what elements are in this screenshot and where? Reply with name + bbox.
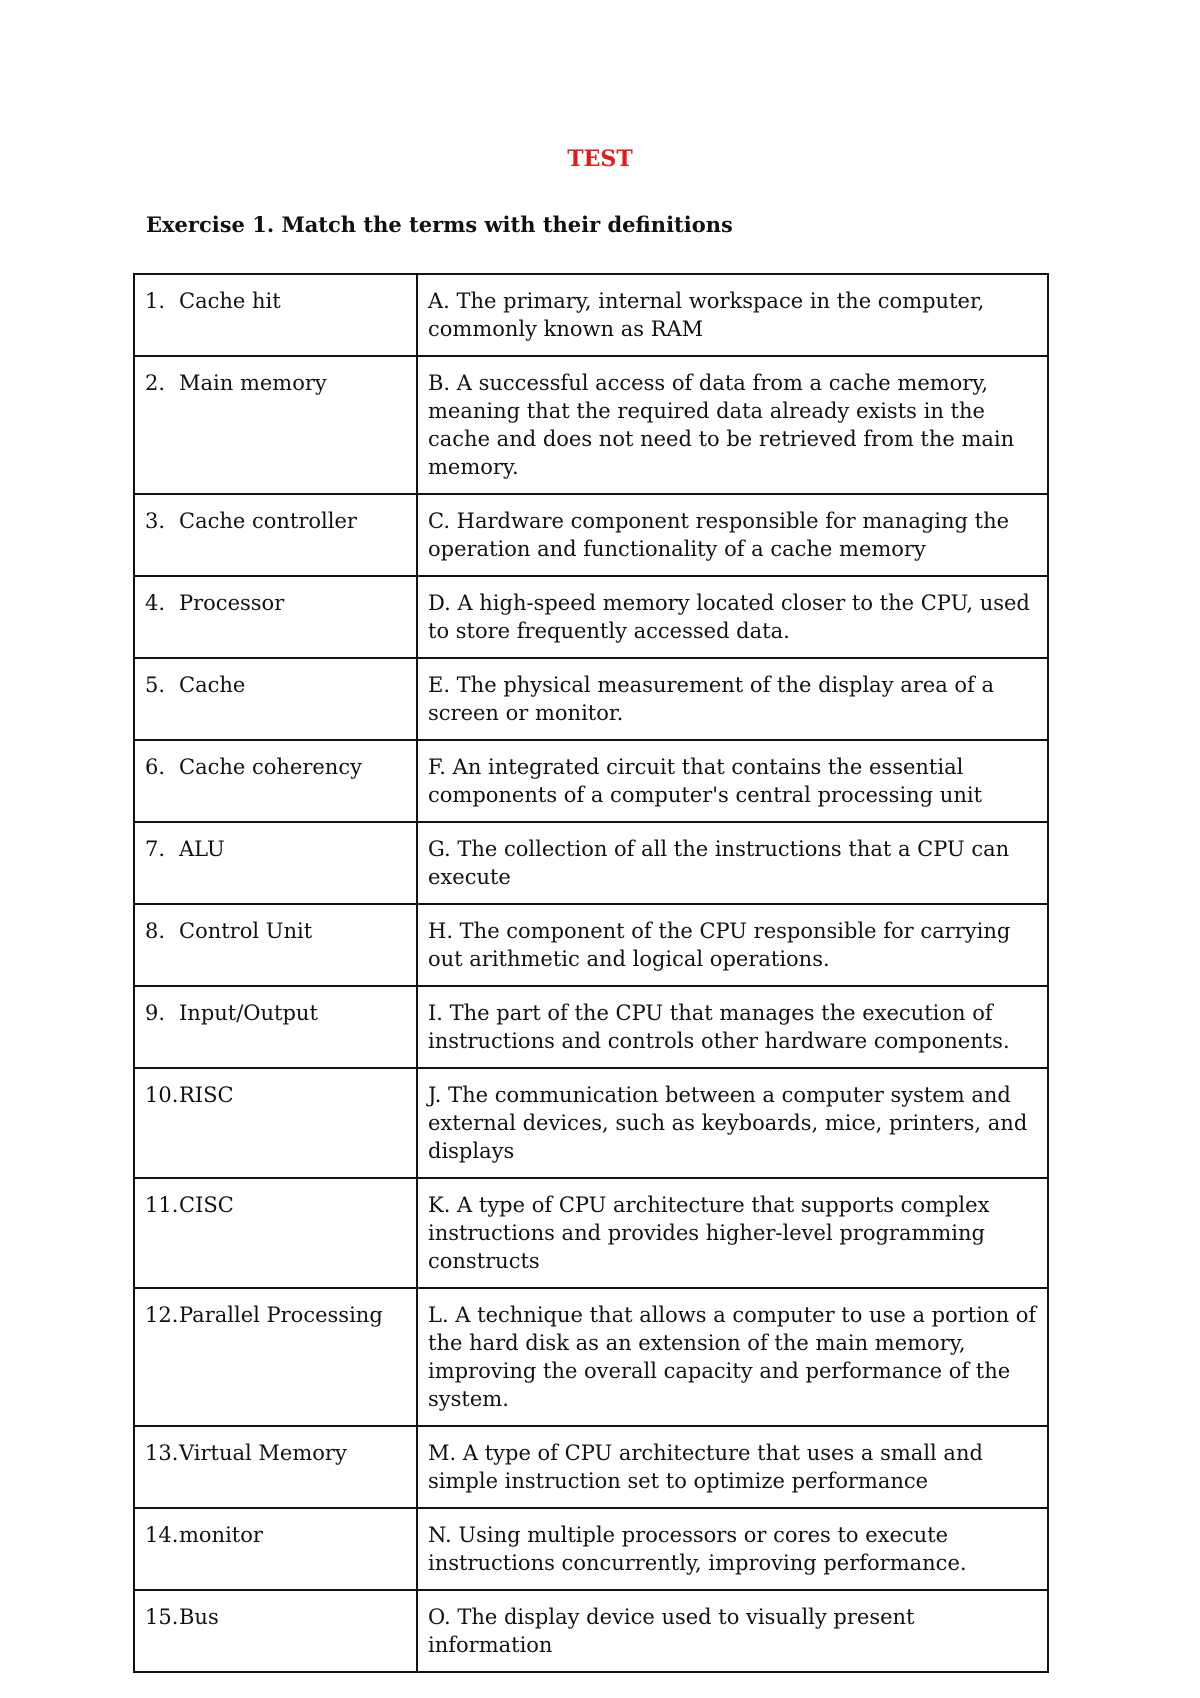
term-number: 13. [145, 1441, 179, 1465]
definition-cell: C. Hardware component responsible for managing the operation and functionality of a cache memory [417, 494, 1048, 576]
definition-cell: O. The display device used to visually present information [417, 1590, 1048, 1672]
table-row [134, 1508, 1048, 1590]
definition-cell: G. The collection of all the instructions that a CPU can execute [417, 822, 1048, 904]
term-label: Cache hit [179, 289, 281, 313]
definition-cell: B. A successful access of data from a cache memory, meaning that the required data already exists in the cache and does not need to be retrieved from the main memory. [417, 356, 1048, 494]
table-row [134, 494, 1048, 576]
definition-cell: I. The part of the CPU that manages the execution of instructions and controls other hardware components. [417, 986, 1048, 1068]
definition-cell: K. A type of CPU architecture that supports complex instructions and provides higher-level programming constructs [417, 1178, 1048, 1288]
term-number: 4. [145, 591, 166, 615]
term-label: Virtual Memory [179, 1441, 347, 1465]
term-number: 5. [145, 673, 166, 697]
table-row [134, 986, 1048, 1068]
term-label: Main memory [179, 371, 327, 395]
table-row [134, 1288, 1048, 1426]
term-number: 8. [145, 919, 166, 943]
term-number: 6. [145, 755, 166, 779]
term-label: RISC [179, 1083, 234, 1107]
term-label: CISC [179, 1193, 234, 1217]
table-row [134, 658, 1048, 740]
term-cell [134, 986, 417, 1068]
definition-cell: J. The communication between a computer system and external devices, such as keyboards, mice, printers, and displays [417, 1068, 1048, 1178]
table-row [134, 1590, 1048, 1672]
term-cell [134, 822, 417, 904]
definition-cell: A. The primary, internal workspace in the computer, commonly known as RAM [417, 274, 1048, 356]
term-label: Input/Output [179, 1001, 318, 1025]
definition-cell: N. Using multiple processors or cores to execute instructions concurrently, improving performance. [417, 1508, 1048, 1590]
term-number: 14. [145, 1523, 179, 1547]
table-row [134, 576, 1048, 658]
definition-cell: L. A technique that allows a computer to use a portion of the hard disk as an extension of the main memory, improving the overall capacity and performance of the system. [417, 1288, 1048, 1426]
table-row [134, 1068, 1048, 1178]
table-row [134, 274, 1048, 356]
term-number: 15. [145, 1605, 179, 1629]
term-cell [134, 494, 417, 576]
term-label: ALU [179, 837, 225, 861]
term-number: 10. [145, 1083, 179, 1107]
definition-cell: D. A high-speed memory located closer to the CPU, used to store frequently accessed data. [417, 576, 1048, 658]
term-label: monitor [179, 1523, 263, 1547]
table-row [134, 904, 1048, 986]
term-cell [134, 740, 417, 822]
definition-cell: M. A type of CPU architecture that uses a small and simple instruction set to optimize performance [417, 1426, 1048, 1508]
term-cell [134, 1426, 417, 1508]
definition-cell: F. An integrated circuit that contains the essential components of a computer's central processing unit [417, 740, 1048, 822]
term-cell [134, 1590, 417, 1672]
term-label: Control Unit [179, 919, 313, 943]
table-row [134, 740, 1048, 822]
term-cell [134, 1508, 417, 1590]
term-cell [134, 576, 417, 658]
term-label: Cache [179, 673, 246, 697]
definition-cell: E. The physical measurement of the display area of a screen or monitor. [417, 658, 1048, 740]
term-cell [134, 1068, 417, 1178]
term-cell [134, 1288, 417, 1426]
term-number: 3. [145, 509, 166, 533]
table-row [134, 822, 1048, 904]
table-row [134, 356, 1048, 494]
term-cell [134, 1178, 417, 1288]
term-cell [134, 658, 417, 740]
term-label: Processor [179, 591, 285, 615]
term-number: 2. [145, 371, 166, 395]
table-row [134, 1178, 1048, 1288]
table-row [134, 1426, 1048, 1508]
matching-table-body [134, 274, 1048, 1672]
term-number: 1. [145, 289, 166, 313]
term-cell [134, 356, 417, 494]
matching-table [133, 273, 1049, 1673]
term-label: Cache controller [179, 509, 357, 533]
definition-cell: H. The component of the CPU responsible for carrying out arithmetic and logical operations. [417, 904, 1048, 986]
document-title: TEST [567, 146, 633, 172]
term-number: 7. [145, 837, 166, 861]
term-number: 9. [145, 1001, 166, 1025]
term-label: Cache coherency [179, 755, 362, 779]
term-cell [134, 274, 417, 356]
term-cell [134, 904, 417, 986]
term-number: 11. [145, 1193, 179, 1217]
term-label: Bus [179, 1605, 219, 1629]
term-number: 12. [145, 1303, 179, 1327]
exercise-heading: Exercise 1. Match the terms with their definitions [146, 212, 733, 237]
term-label: Parallel Processing [179, 1303, 383, 1327]
